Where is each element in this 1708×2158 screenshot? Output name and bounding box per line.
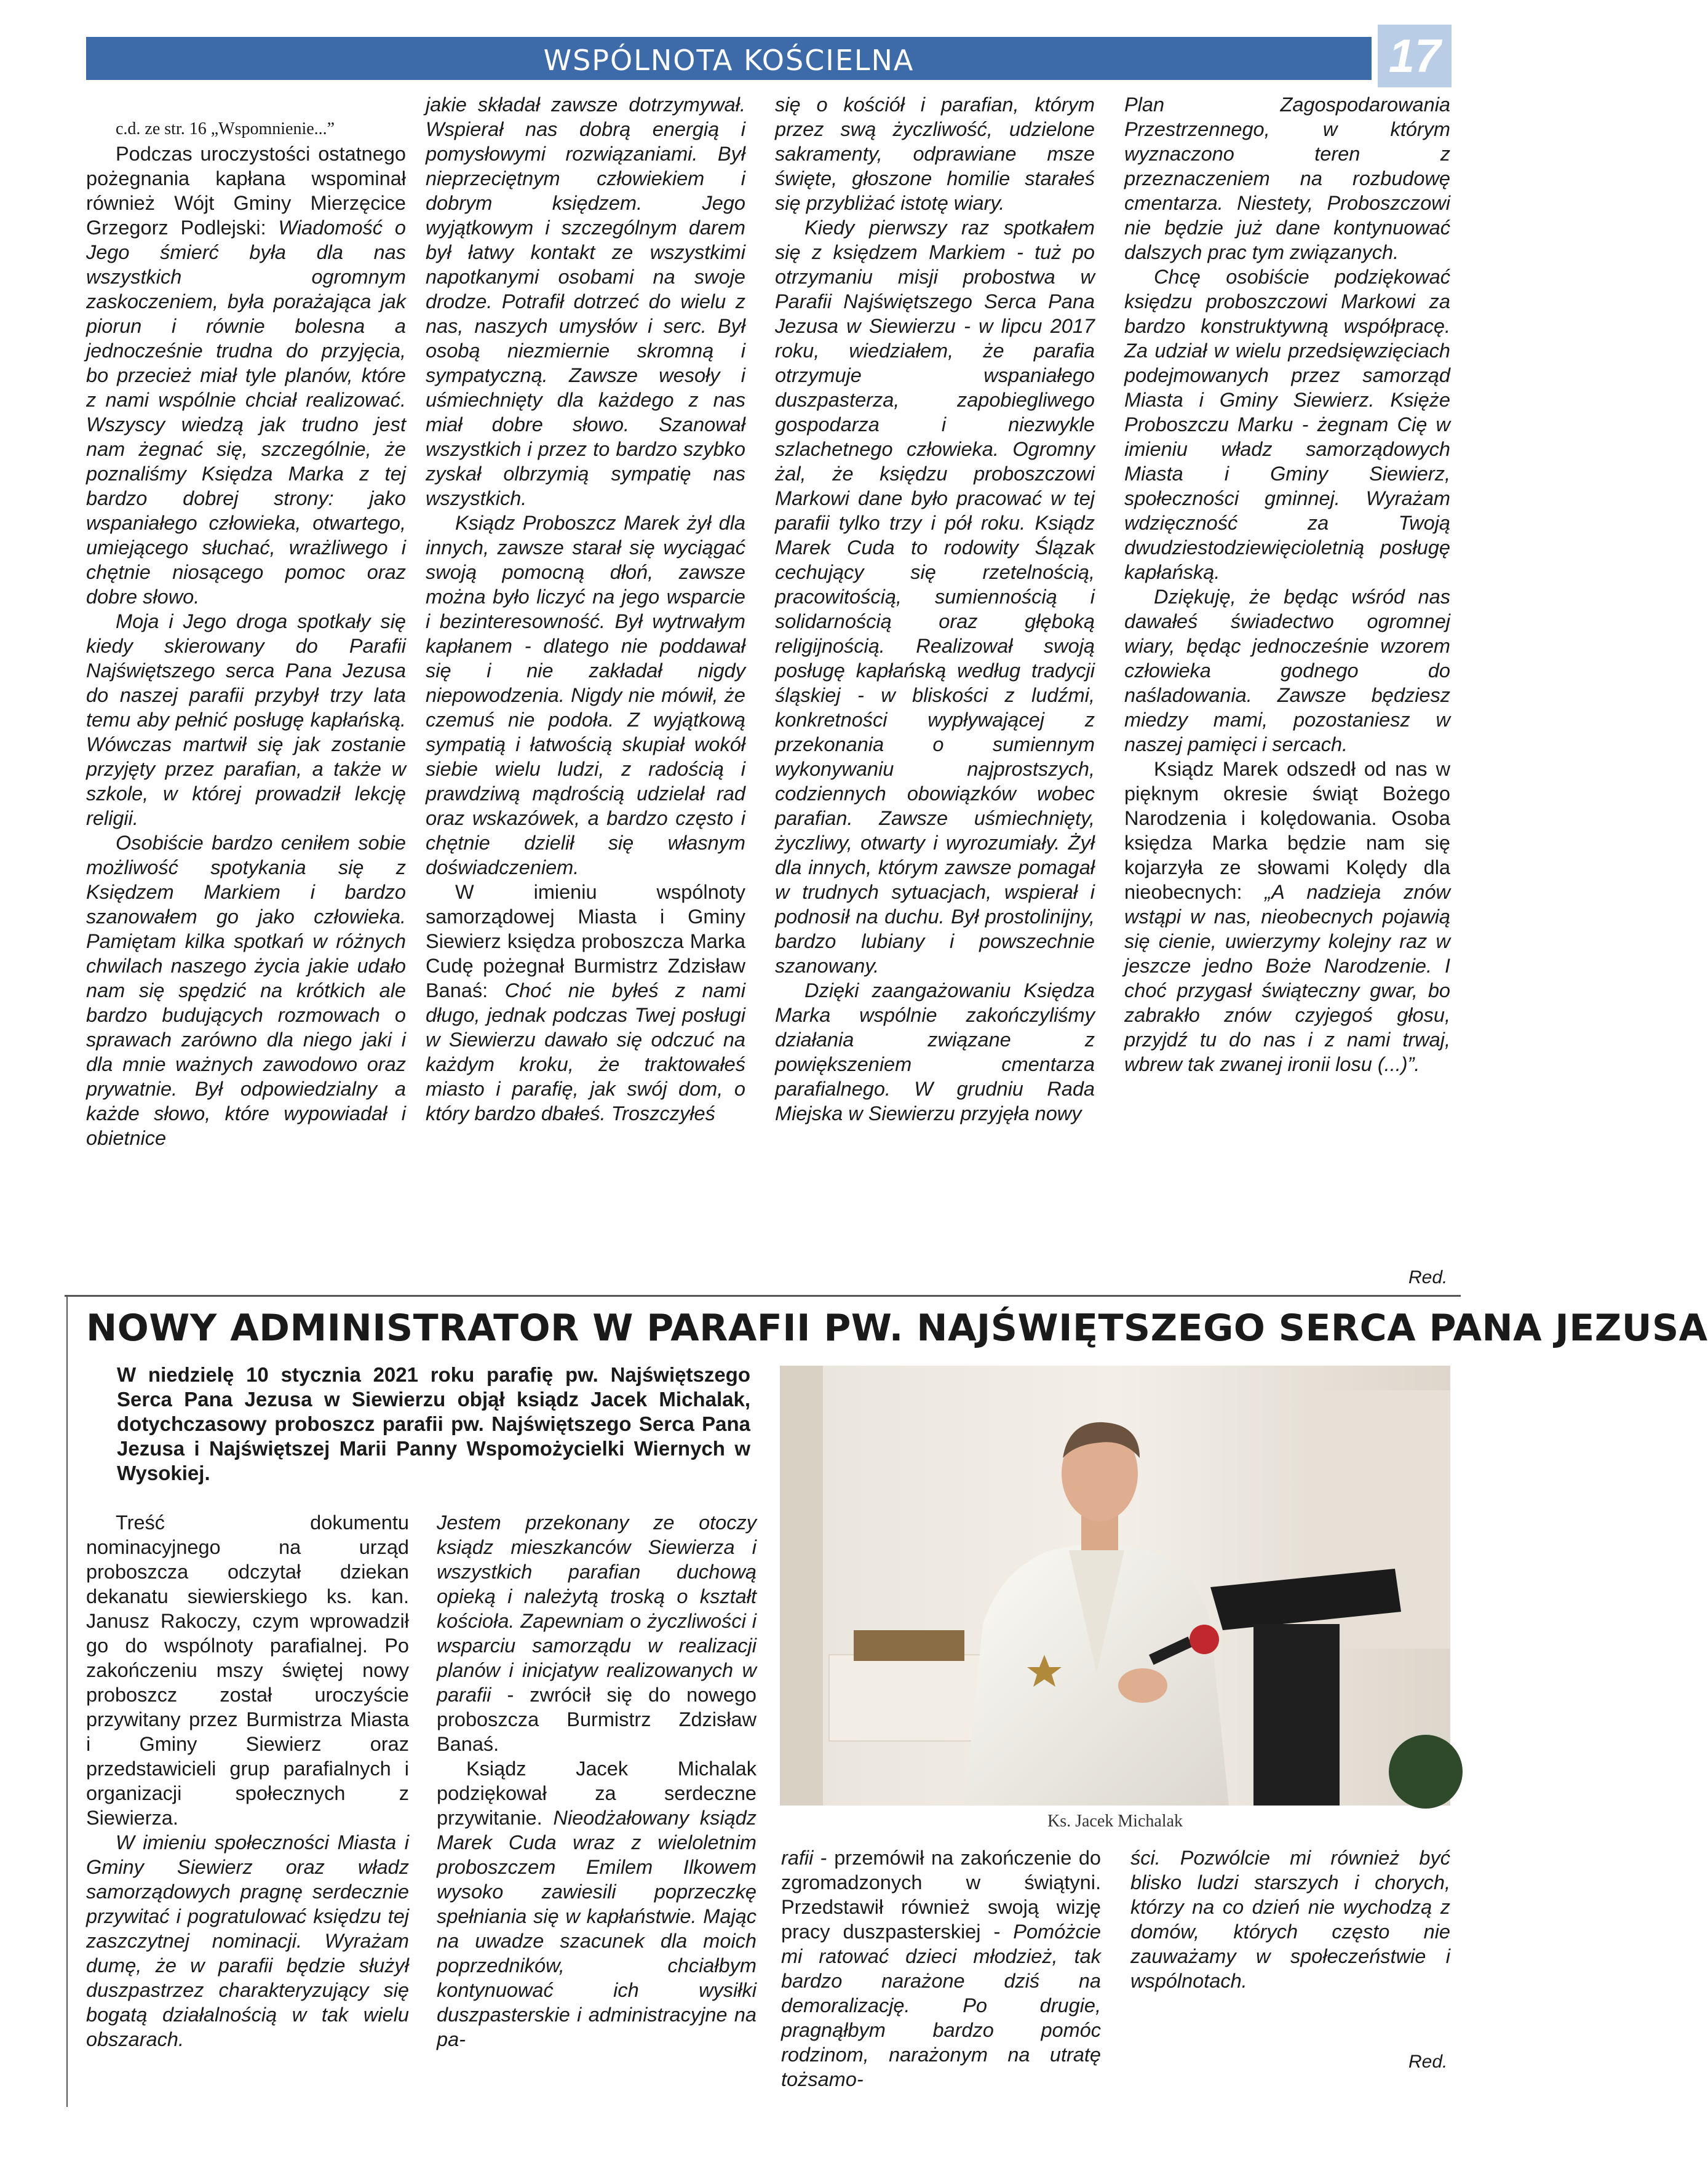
paragraph: [86, 1830, 409, 2052]
article2-headline: NOWY ADMINISTRATOR W PARAFII PW. NAJŚWIĘTSZEGO SERCA PANA JEZUSA: [86, 1307, 1708, 1350]
article1-column-3: [775, 92, 1095, 1126]
paragraph: [1124, 584, 1450, 757]
text-run: Ksiądz Jacek Michalak podziękował za serdeczne przywitanie.: [437, 1758, 757, 1829]
text-run: Choć nie byłeś z nami długo, jednak podczas Twej posługi w Siewierzu dawało się odczuć na każdym kroku, że traktowałeś miasto i parafię, jak swój dom, o który bardzo dbałeś. Troszczyłeś: [426, 979, 745, 1125]
text-run: Podczas uroczystości ostatnego pożegnania kapłana wspominał również Wójt Gminy Mierzęcice Grzegorz Podlejski:: [86, 143, 406, 239]
text-run: się o kościół i parafian, którym przez swą życzliwość, udzielone sakramenty, odprawiane msze święte, głoszone homilie starałeś się przybliżać istotę wiary.: [775, 94, 1095, 214]
paragraph: [426, 511, 745, 880]
paragraph: [1130, 1845, 1450, 1993]
paragraph: [86, 1510, 409, 1830]
paragraph: [775, 215, 1095, 978]
article2-column-3: [781, 1845, 1101, 2092]
text-run: Chcę osobiście podziękować księdzu proboszczowi Markowi za bardzo konstruktywną współpracę. Za udział w wielu przedsięwzięciach podejmowanych przez samorząd Miasta i Gminy Siewierz. Księże Proboszczu Marku - żegnam Cię w imieniu władz samorządowych Miasta i Gminy Siewierz, społeczności gminnej. Wyrażam wdzięczność za Twoją dwudziestodziewięcioletnią posługę kapłańską.: [1124, 266, 1450, 583]
paragraph: [1124, 92, 1450, 265]
text-run: Treść dokumentu nominacyjnego na urząd proboszcza odczytał dziekan dekanatu siewierskiego ks. kan. Janusz Rakoczy, czym wprowadził go do wspólnoty parafialnej. Po zakończeniu mszy świętej nowy proboszcz został uroczyście przywitany przez Burmistrza Miasta i Gminy Siewierz oraz przedstawicieli grup parafialnych i organizacji społecznych z Siewierza.: [86, 1511, 409, 1829]
text-run: Kiedy pierwszy raz spotkałem się z księdzem Markiem - tuż po otrzymaniu misji probostwa w Parafii Najświętszego Serca Pana Jezusa w Siewierzu - w lipcu 2017 roku, wiedziałem, że parafia otrzymuje wspaniałego duszpasterza, zapobiegliwego gospodarza i niezwykle szlachetnego człowieka. Ogromny żal, że księdzu proboszczowi Markowi dane było pracować w tej parafii tylko trzy i pół roku. Ksiądz Marek Cuda to rodowity Ślązak cechujący się rzetelnością, pracowitością, sumiennością i solidarnością oraz głęboką religijnością. Realizował swoją posługę kapłańską według tradycji śląskiej - w bliskości z ludźmi, konkretności wypływającej z przekonania o sumiennym wykonywaniu najprostszych, codziennych obowiązków wobec parafian. Zawsze uśmiechnięty, życzliwy, otwarty i wyrozumiały. Żył dla innych, którym zawsze pomagał w trudnych sytuacjach, wspierał i podnosił na duchu. Był prostolinijny, bardzo lubiany i powszechnie szanowany.: [775, 217, 1095, 977]
paragraph: [775, 92, 1095, 215]
article1-column-2: [426, 92, 745, 1126]
text-run: Plan Zagospodarowania Przestrzennego, w którym wyznaczono teren z przeznaczeniem na rozbudowę cmentarza. Niestety, Proboszczowi nie będzie już dane kontynuować dalszych prac tym związanych.: [1124, 94, 1450, 263]
section-title: WSPÓLNOTA KOŚCIELNA: [543, 44, 915, 77]
paragraph: [775, 978, 1095, 1126]
article1-col1-body: [86, 141, 406, 1150]
text-run: Dzięki zaangażowaniu Księdza Marka wspólnie zakończyliśmy działania związane z powiększeniem cmentarza parafialnego. W grudniu Rada Miejska w Siewierzu przyjęła nowy: [775, 979, 1095, 1125]
paragraph: [781, 1845, 1101, 2092]
photo-caption: Ks. Jacek Michalak: [1047, 1812, 1183, 1831]
text-run: - zwrócił się do nowego proboszcza Burmistrz Zdzisław Banaś.: [437, 1684, 757, 1755]
paragraph: [86, 141, 406, 609]
source-note: c.d. ze str. 16 „Wspomnienie...”: [116, 119, 335, 138]
text-run: Osobiście bardzo ceniłem sobie możliwość spotykania się z Księdzem Markiem i bardzo szanowałem go jako człowieka. Pamiętam kilka spotkań w różnych chwilach naszego życia jakie udało nam się spędzić na krótkich ale bardzo budujących rozmowach o sprawach zarówno dla niego jaki i dla mnie ważnych zawodowo oraz prywatnie. Był odpowiedzialny a każde słowo, które wypowiadał i obietnice: [86, 832, 406, 1149]
text-run: Nieodżałowany ksiądz Marek Cuda wraz z wieloletnim proboszczem Emilem Ilkowem wysoko zawiesili poprzeczkę spełniania się w kapłaństwie. Mając na uwadze szacunek dla moich poprzedników, chciałbym kontynuować ich wysiłki duszpasterskie i administracyjne na pa-: [437, 1807, 757, 2050]
paragraph: [437, 1510, 757, 1756]
text-run: Moja i Jego droga spotkały się kiedy skierowany do Parafii Najświętszego serca Pana Jezusa do naszej parafii przybył trzy lata temu aby pełnić posługę kapłańską. Wówczas martwił się jak zostanie przyjęty przez parafian, a także w szkole, w której prowadził lekcję religii.: [86, 610, 406, 829]
paragraph: [426, 880, 745, 1126]
text-run: Ksiądz Proboszcz Marek żył dla innych, zawsze starał się wyciągać swoją pomocną dłoń, zawsze można było liczyć na jego wsparcie i bezinteresowność. Był wytrwałym kapłanem - dlatego nie poddawał się i nie zakładał nigdy niepowodzenia. Nigdy nie mówił, że czemuś nie podoła. Z wyjątkową sympatią i łatwością skupiał wokół siebie wielu ludzi, z radością i prawdziwą mądrością udzielał rad oraz wskazówek, a bardzo często i chętnie dzielił się własnym doświadczeniem.: [426, 512, 745, 878]
text-run: W imieniu wspólnoty samorządowej Miasta i Gminy Siewierz księdza proboszcza Marka Cudę pożegnał Burmistrz Zdzisław Banaś:: [426, 881, 745, 1001]
text-run: „A nadzieja znów wstąpi w nas, nieobecnych pojawią się cienie, uwierzymy kolejny raz w jeszcze jedno Boże Narodzenie. I choć przygasł świąteczny gwar, bo zabrakło znów czyjegoś głosu, przyjdź tu do nas i z nami trwaj, wbrew tak zwanej ironii losu (...)”.: [1124, 881, 1450, 1075]
text-run: W imieniu społeczności Miasta i Gminy Siewierz oraz władz samorządowych pragnę serdecznie przywitać i pogratulować księdzu tej zaszczytnej nominacji. Wyrażam dumę, że w parafii będzie służył duszpastrzez charakteryzujący się bogatą działalnością w tak wielu obszarach.: [86, 1831, 409, 2050]
priest-photo: [780, 1366, 1450, 1806]
article2-column-1: [86, 1510, 409, 2052]
text-run: Pomóżcie mi ratować dzieci młodzież, tak bardzo narażone dziś na demoralizację. Po drugie, pragnąłbym bardzo pomóc rodzinom, narażonym na utratę tożsamo-: [781, 1921, 1101, 2090]
article1-column-4: [1124, 92, 1450, 1077]
paragraph: [426, 92, 745, 511]
paragraph: [437, 1756, 757, 2052]
text-run: jakie składał zawsze dotrzymywał. Wspierał nas dobrą energią i pomysłowymi rozwiązaniami. Był nieprzeciętnym człowiekiem i dobrym księdzem. Jego wyjątkowym i szczególnym darem był łatwy kontakt ze wszystkimi napotkanymi osobami na swoje drodze. Potrafił dotrzeć do wielu z nas, naszych umysłów i serc. Był osobą niezmiernie skromną i sympatyczną. Zawsze wesoły i uśmiechnięty dla każdego z nas miał dobre słowo. Szanował wszystkich i przez to bardzo szybko zyskał olbrzymią sympatię nas wszystkich.: [426, 94, 745, 509]
article-divider: [65, 1295, 1461, 1297]
article1-signature: Red.: [1408, 1267, 1448, 1288]
page-number: 17: [1388, 30, 1441, 82]
article2-lead: W niedzielę 10 stycznia 2021 roku parafię pw. Najświętszego Serca Pana Jezusa w Siewierzu objął ksiądz Jacek Michalak, dotychczasowy proboszcz parafii pw. Najświętszego Serca Pana Jezusa i Najświętszej Marii Panny Wspomożycielki Wiernych w Wysokiej.: [117, 1363, 750, 1484]
article2-signature: Red.: [1408, 2052, 1448, 2072]
text-run: Dziękuję, że będąc wśród nas dawałeś świadectwo ogromnej wiary, będąc jednocześnie wzorem człowieka godnego do naśladowania. Zawsze będziesz miedzy mami, pozostaniesz w naszej pamięci i sercach.: [1124, 586, 1450, 755]
paragraph: [1124, 265, 1450, 584]
text-run: rafii: [781, 1847, 814, 1869]
text-run: - przemówił na zakończenie do zgromadzonych w świątyni. Przedstawił również swoją wizję pracy duszpasterskiej -: [781, 1847, 1101, 1943]
paragraph: [1124, 757, 1450, 1077]
article2-left-rule: [66, 1295, 68, 2107]
paragraph: [86, 830, 406, 1150]
text-run: Wiadomość o Jego śmierć była dla nas wszystkich ogromnym zaskoczeniem, była porażająca jak piorun i równie bolesna a jednocześnie trudna do przyjęcia, bo przecież miał tyle planów, które z nami wspólnie chciał realizować. Wszyscy wiedzą jak trudno jest nam żegnać się, szczególnie, że poznaliśmy Księdza Marka z tej bardzo dobrej strony: jako wspaniałego człowieka, otwartego, umiejącego słuchać, wrażliwego i chętnie niosącego pomoc oraz dobre słowo.: [86, 217, 406, 608]
article2-column-2: [437, 1510, 757, 2052]
text-run: Ksiądz Marek odszedł od nas w pięknym okresie świąt Bożego Narodzenia i kolędowania. Osoba księdza Marka będzie nam się kojarzyła ze słowami Kolędy dla nieobecnych:: [1124, 758, 1450, 903]
text-run: ści. Pozwólcie mi również być blisko ludzi starszych i chorych, którzy na co dzień nie wychodzą z domów, których często nie zauważamy w społeczeństwie i wspólnotach.: [1130, 1847, 1450, 1992]
text-run: Jestem przekonany ze otoczy ksiądz mieszkanców Siewierza i wszystkich parafian duchową opieką i należytą troską o kształt kościoła. Zapewniam o życzliwości i wsparciu samorządu w realizacji planów i inicjatyw realizowanych w parafii: [437, 1511, 757, 1706]
article1-column-1: [86, 117, 406, 1150]
paragraph: [86, 609, 406, 830]
article2-column-4: [1130, 1845, 1450, 1993]
